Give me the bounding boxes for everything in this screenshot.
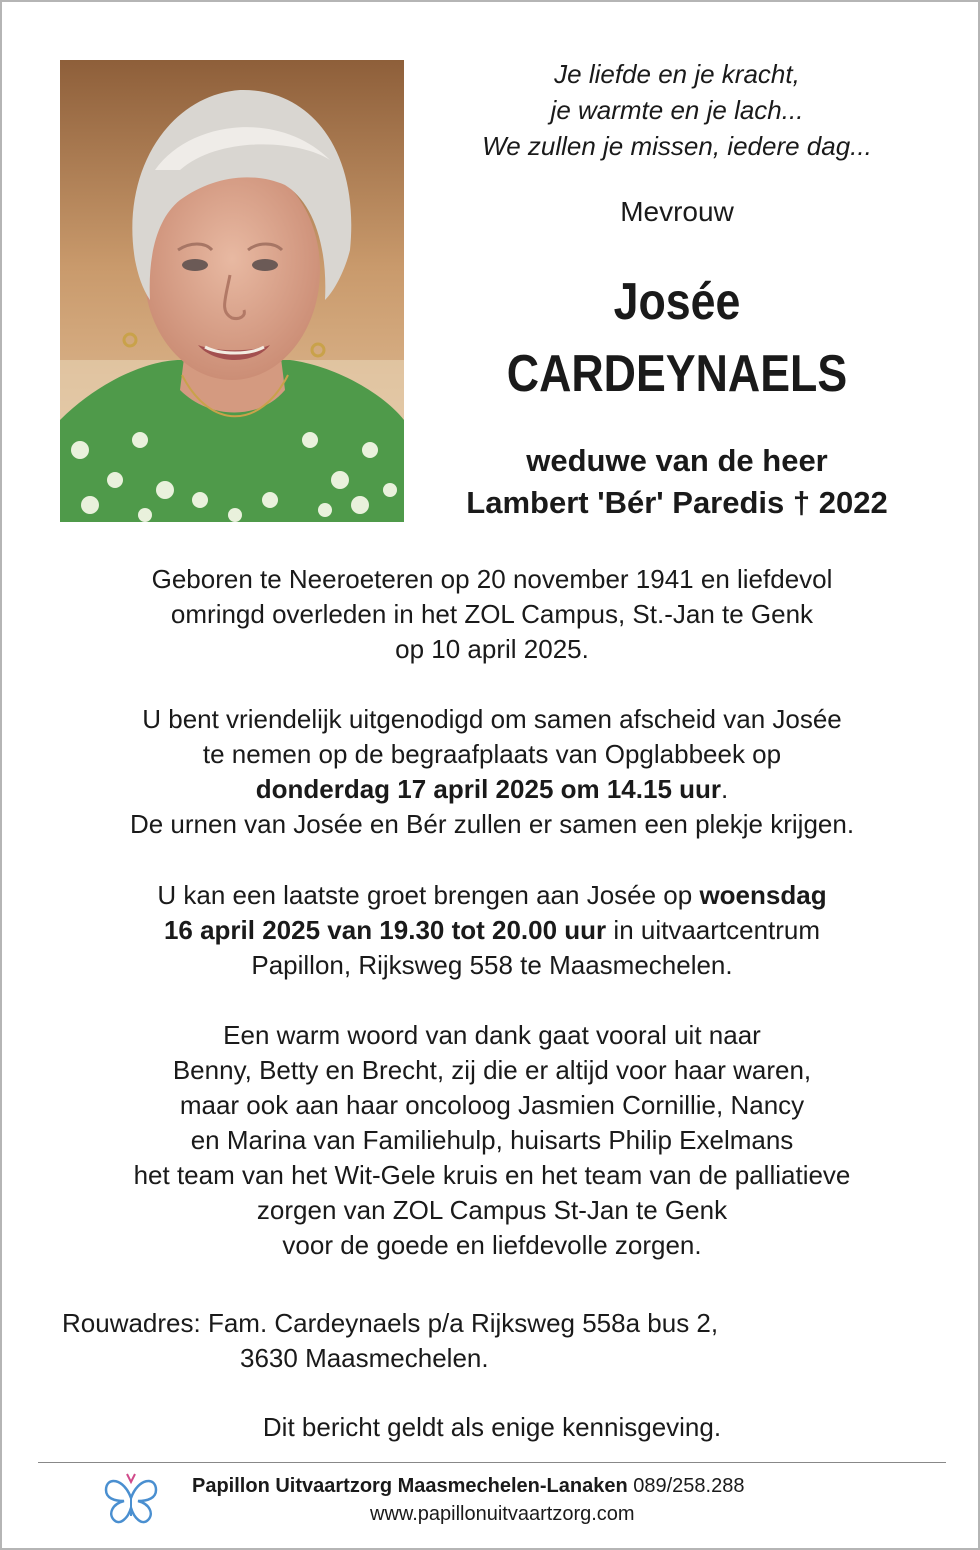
visitation-line (42, 878, 942, 913)
funeral-home-phone: 089/258.288 (627, 1475, 745, 1497)
visitation-day: woensdag (699, 880, 827, 910)
birth-paragraph (42, 562, 942, 667)
thanks-paragraph (42, 1018, 942, 1263)
visitation-paragraph (42, 878, 942, 983)
poem-line: Je liefde en je kracht, (554, 59, 800, 89)
birth-line: omringd overleden in het ZOL Campus, St.-Jan te Genk (170, 599, 814, 629)
birth-line: Geboren te Neeroeteren op 20 november 1941 en liefdevol (151, 564, 833, 594)
widow-line-2: Lambert 'Bér' Paredis † 2022 (466, 485, 888, 520)
visitation-date-time: 16 april 2025 van 19.30 tot 20.00 uur (163, 915, 607, 945)
thanks-line: voor de goede en liefdevolle zorgen. (282, 1230, 702, 1260)
funeral-date-suffix: . (721, 774, 729, 804)
butterfly-logo-icon (100, 1468, 162, 1530)
footer (192, 1472, 892, 1528)
farewell-line: U bent vriendelijk uitgenodigd om samen afscheid van Josée (142, 704, 842, 734)
visitation-place-intro: in uitvaartcentrum (606, 915, 821, 945)
footer-divider (38, 1462, 946, 1463)
farewell-line: De urnen van Josée en Bér zullen er samen een plekje krijgen. (129, 809, 855, 839)
footer-company-line (192, 1472, 892, 1500)
first-name: Josée (613, 273, 741, 331)
address-line-1: Rouwadres: Fam. Cardeynaels p/a Rijksweg 558a bus 2, (62, 1308, 719, 1338)
farewell-paragraph (42, 702, 942, 842)
widow-notice (402, 440, 952, 524)
thanks-line: het team van het Wit-Gele kruis en het team van de palliatieve (133, 1160, 851, 1190)
thanks-line: Een warm woord van dank gaat vooral uit naar (223, 1020, 761, 1050)
portrait-photo (60, 60, 404, 522)
funeral-date: donderdag 17 april 2025 om 14.15 uur (255, 774, 722, 804)
poem (422, 56, 932, 164)
visitation-line: Papillon, Rijksweg 558 te Maasmechelen. (251, 950, 733, 980)
thanks-line: maar ook aan haar oncoloog Jasmien Cornillie, Nancy (179, 1090, 805, 1120)
poem-line: We zullen je missen, iedere dag... (482, 131, 872, 161)
last-name: CARDEYNAELS (506, 345, 848, 403)
visitation-line (42, 913, 942, 948)
thanks-line: en Marina van Familiehulp, huisarts Philip Exelmans (190, 1125, 794, 1155)
widow-line-1: weduwe van de heer (526, 443, 828, 478)
mourning-address (62, 1306, 942, 1376)
poem-line: je warmte en je lach... (550, 95, 804, 125)
salutation: Mevrouw (620, 196, 734, 227)
funeral-home-url[interactable]: www.papillonuitvaartzorg.com (370, 1503, 635, 1525)
thanks-line: zorgen van ZOL Campus St-Jan te Genk (256, 1195, 728, 1225)
farewell-date-line (42, 772, 942, 807)
farewell-line: te nemen op de begraafplaats van Opglabbeek op (202, 739, 782, 769)
funeral-home-name: Papillon Uitvaartzorg Maasmechelen-Lanaken (192, 1475, 628, 1497)
thanks-line: Benny, Betty en Brecht, zij die er altijd voor haar waren, (172, 1055, 812, 1085)
visitation-intro: U kan een laatste groet brengen aan Josée op (157, 880, 700, 910)
birth-line: op 10 april 2025. (395, 634, 589, 664)
address-line-2: 3630 Maasmechelen. (240, 1343, 489, 1373)
closing-notice: Dit bericht geldt als enige kennisgeving. (262, 1412, 722, 1442)
